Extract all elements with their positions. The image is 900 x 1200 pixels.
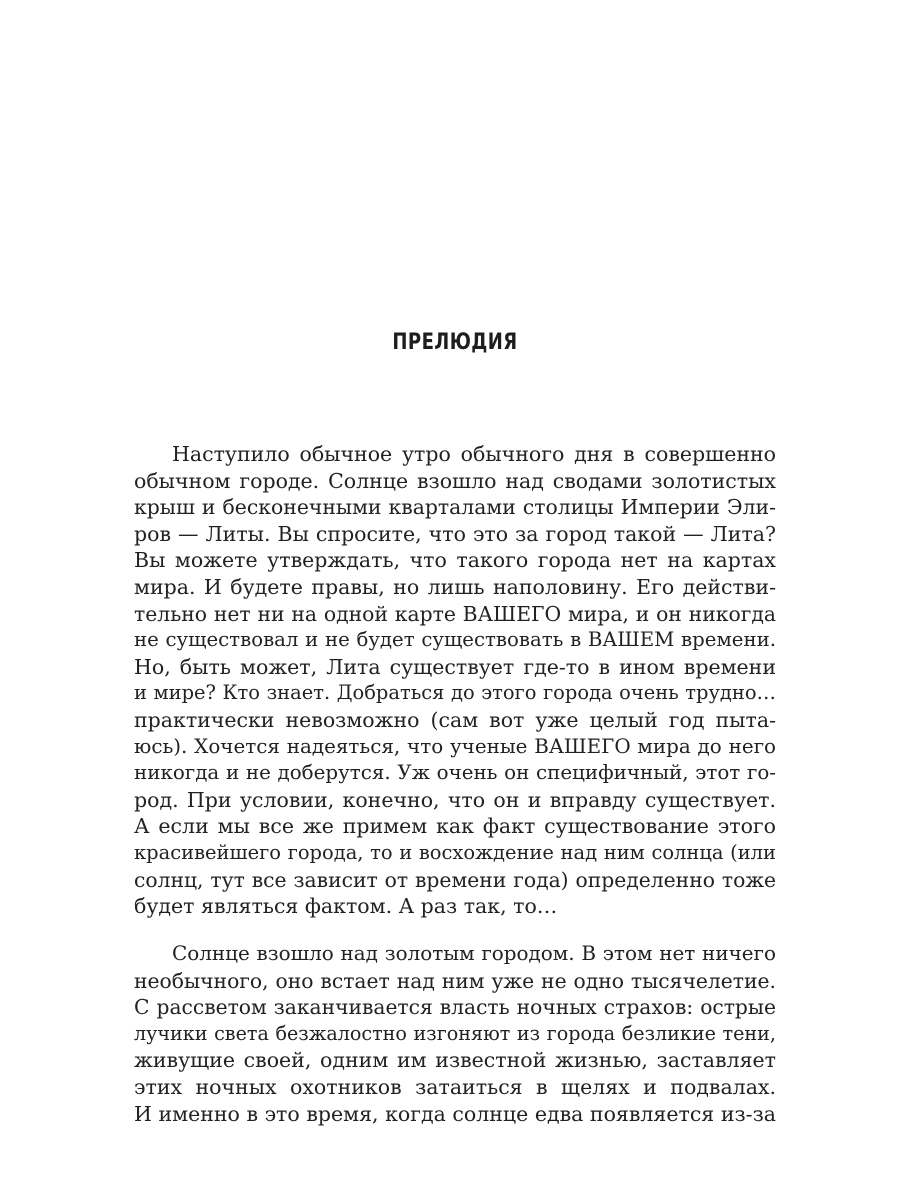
text-line: крыш и бесконечными кварталами столицы Империи Эли- <box>134 495 776 520</box>
text-line: Вы можете утверждать, что такого города нет на картах <box>134 548 776 573</box>
paragraph-2 <box>134 941 776 1127</box>
text-line: Наступило обычное утро обычного дня в совершенно <box>172 442 776 466</box>
text-line: Солнце взошло над золотым городом. В этом нет ничего <box>172 942 776 965</box>
chapter-title: ПРЕЛЮДИЯ <box>392 330 518 355</box>
text-line: юсь). Хочется надеяться, что ученые ВАШЕГО мира до него <box>134 734 776 758</box>
text-line: этих ночных охотников затаиться в щелях и подвалах. <box>134 1074 776 1099</box>
text-line: солнц, тут все зависит от времени года) определенно тоже <box>134 867 776 892</box>
text-line: А если мы все же примем как факт существование этого <box>134 814 776 839</box>
text-line: не существовал и не будет существовать в ВАШЕМ времени. <box>134 628 776 652</box>
text-line: мира. И будете правы, но лишь наполовину. Его действи- <box>134 574 776 599</box>
text-line: ров — Литы. Вы спросите, что это за город такой — Лита? <box>134 521 776 546</box>
text-line: род. При условии, конечно, что он и вправду существует. <box>134 787 776 812</box>
text-line: красивейшего города, то и восхождение над ним солнца (или <box>134 840 776 864</box>
paragraph-1 <box>134 441 776 920</box>
text-line: лучики света безжалостно изгоняют из города безликие тени, <box>134 1021 776 1045</box>
text-line: будет являться фактом. А раз так, то… <box>134 894 558 919</box>
text-line: Но, быть может, Лита существует где-то в ином времени <box>134 654 776 679</box>
text-line: практически невозможно (сам вот уже целый год пыта- <box>134 707 776 732</box>
text-line: И именно в это время, когда солнце едва появляется из-за <box>134 1101 776 1126</box>
text-line: живущие своей, одним им известной жизнью, заставляет <box>134 1048 776 1073</box>
text-line: необычного, оно встает над ним уже не одно тысячелетие. <box>134 968 776 993</box>
text-line: обычном городе. Солнце взошло над сводами золотистых <box>134 468 776 493</box>
text-line: никогда и не доберутся. Уж очень он специфичный, этот го- <box>134 761 776 785</box>
text-line: и мире? Кто знает. Добраться до этого города очень трудно… <box>134 681 776 705</box>
text-line: С рассветом заканчивается власть ночных страхов: острые <box>134 995 776 1020</box>
text-line: тельно нет ни на одной карте ВАШЕГО мира, и он никогда <box>134 601 776 626</box>
